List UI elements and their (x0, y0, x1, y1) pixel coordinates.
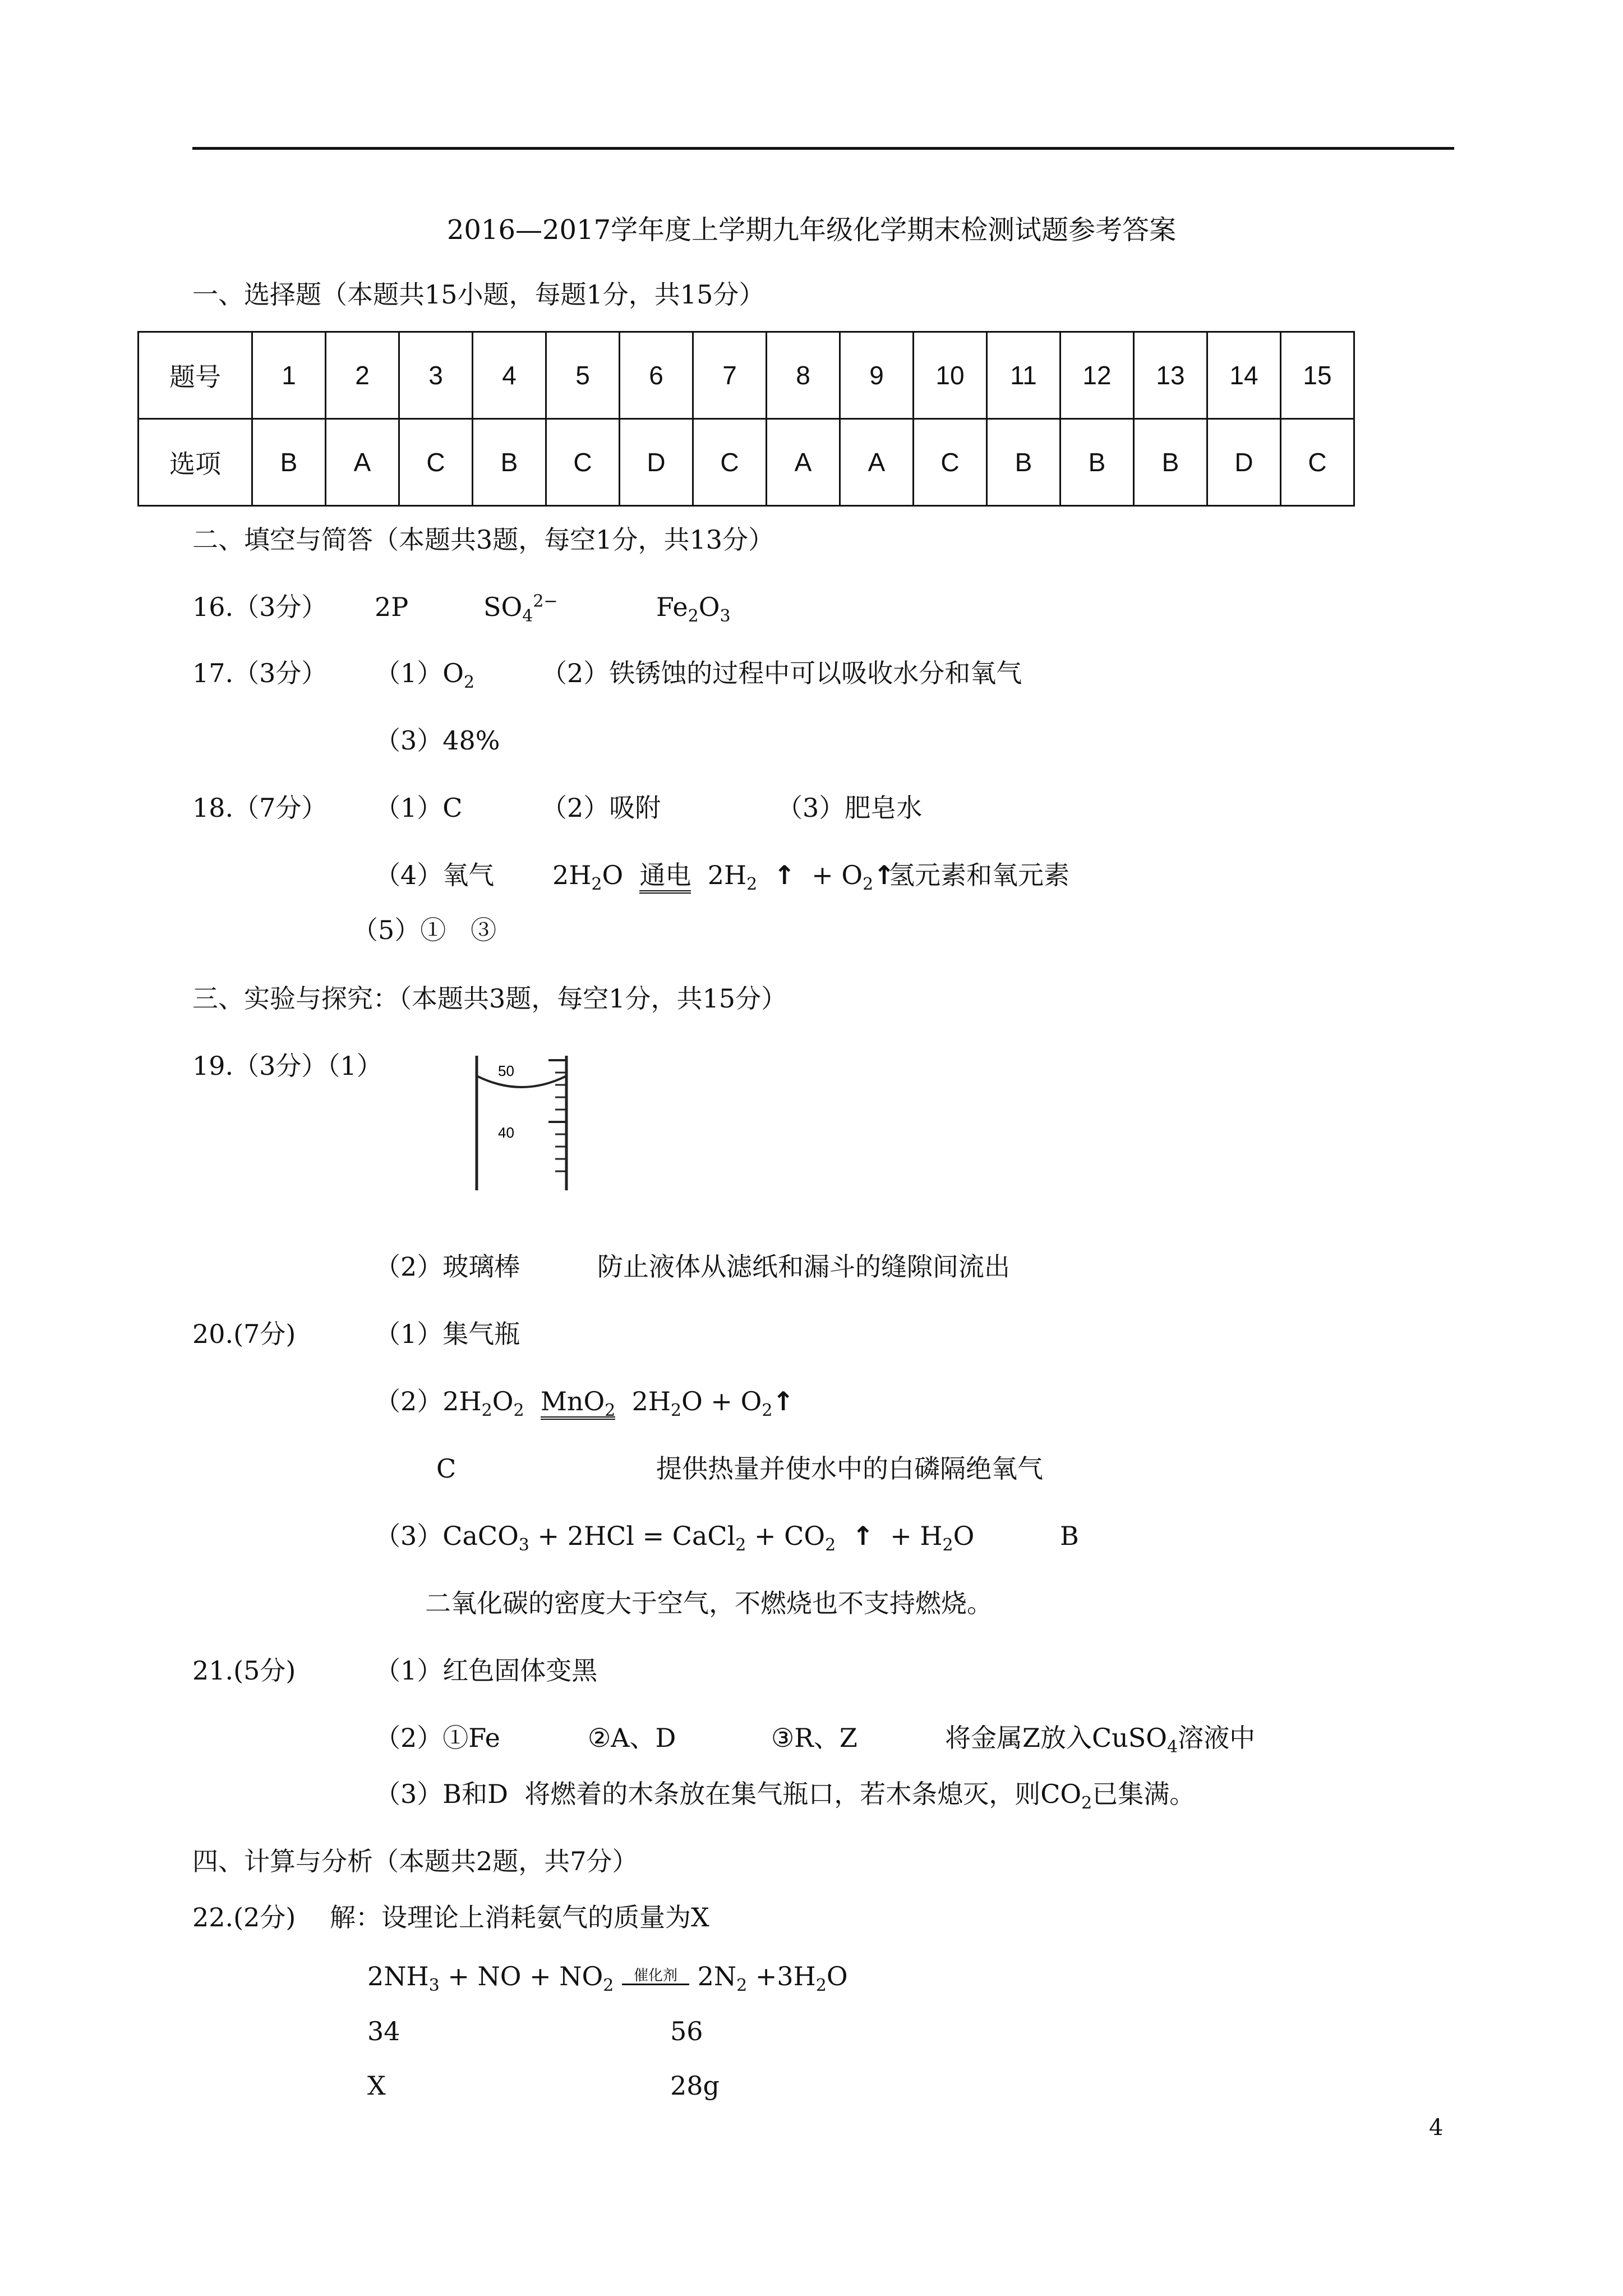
q16-answer-1: 2P (375, 592, 409, 622)
question-number-cell: 8 (767, 332, 840, 419)
catalyst-label: MnO$_2$ (540, 1386, 616, 1421)
q17-number: 17.（3分） (192, 658, 328, 688)
q18-equation: $2H_2O$ 通电 $2H_2$ ↑ + $O_2↑$ (552, 860, 895, 895)
gas-arrow-icon: ↑ (873, 860, 895, 890)
q22-unknown: X (367, 2070, 386, 2101)
answer-choice-cell: D (1207, 419, 1281, 506)
page-number: 4 (1429, 2115, 1444, 2141)
gas-arrow-icon: ↑ (772, 1386, 794, 1416)
question-number-cell: 14 (1207, 332, 1281, 419)
q20-equation-3: （3）CaCO$_3$ + 2HCl = CaCl$_2$ + $CO_2$ ↑ + $H_2O$ (375, 1521, 975, 1556)
question-number-cell: 10 (914, 332, 987, 419)
section-1-heading: 一、选择题（本题共15小题，每题1分，共15分） (192, 279, 765, 310)
cylinder-mark-40: 40 (498, 1124, 514, 1141)
q18-part-3: （3）肥皂水 (777, 793, 923, 823)
q22-given-mass: 28g (670, 2070, 720, 2101)
q20-part-3-answer: B (1060, 1521, 1079, 1551)
page-title: 2016—2017学年度上学期九年级化学期末检测试题参考答案 (446, 214, 1177, 246)
question-number-cell: 13 (1134, 332, 1207, 419)
q22-number: 22.(2分) (192, 1902, 296, 1932)
reaction-condition: 通电 (639, 860, 691, 894)
answer-choice-cell: B (987, 419, 1061, 506)
q21-number: 21.(5分) (192, 1655, 296, 1686)
q22-ratio-right: 56 (670, 2016, 703, 2046)
q21-part-2a: （2）①Fe (375, 1723, 500, 1753)
q17-part-2: （2）铁锈蚀的过程中可以吸收水分和氧气 (541, 658, 1022, 688)
answer-choice-cell: C (1281, 419, 1354, 506)
q17-part-3: （3）48% (375, 725, 500, 756)
q19-part-2-reason: 防止液体从滤纸和漏斗的缝隙间流出 (597, 1251, 1010, 1282)
answer-choice-cell: C (693, 419, 767, 506)
answer-choice-cell: D (620, 419, 693, 506)
section-4-heading: 四、计算与分析（本题共2题，共7分） (192, 1846, 638, 1876)
question-number-cell: 6 (620, 332, 693, 419)
q21-part-2d: 将金属Z放入CuSO$_4$溶液中 (945, 1723, 1256, 1757)
answer-choice-cell: C (399, 419, 473, 506)
q20-answer-c-reason: 提供热量并使水中的白磷隔绝氧气 (656, 1453, 1043, 1484)
question-number-cell: 3 (399, 332, 473, 419)
q22-intro: 解：设理论上消耗氨气的质量为X (330, 1902, 709, 1932)
q16-number: 16.（3分） (192, 592, 328, 622)
q18-part-5: （5）① ③ (352, 915, 497, 945)
answer-choice-cell: C (546, 419, 620, 506)
q21-part-3: （3）B和D 将燃着的木条放在集气瓶口，若木条熄灭，则$CO_2$已集满。 (375, 1779, 1196, 1814)
meniscus-curve (477, 1076, 566, 1087)
answer-choice-cell: B (1134, 419, 1207, 506)
q18-number: 18.（7分） (192, 793, 328, 823)
question-number-cell: 12 (1061, 332, 1134, 419)
answer-choice-cell: A (840, 419, 914, 506)
question-number-cell: 7 (693, 332, 767, 419)
q20-part-3-note: 二氧化碳的密度大于空气，不燃烧也不支持燃烧。 (425, 1588, 993, 1618)
answer-choice-cell: B (473, 419, 546, 506)
q19-number: 19.（3分）（1） (192, 1051, 382, 1081)
q22-ratio-left: 34 (367, 2016, 400, 2046)
q16-answer-3: $Fe_2O_3$ (656, 592, 731, 627)
catalyst-condition: 催化剂 (622, 1976, 689, 1985)
question-number-cell: 2 (326, 332, 399, 419)
q20-answer-c: C (436, 1453, 457, 1484)
q16-answer-2: $SO_4^{2-}$ (483, 591, 558, 627)
q19-part-2: （2）玻璃棒 (375, 1251, 520, 1282)
q18-part-4-tail: 氢元素和氧元素 (889, 860, 1069, 890)
q22-equation: $2NH_3$ + NO + $NO_2$ 催化剂 $2N_2 +3H_2O$ (367, 1961, 848, 1996)
answer-choice-cell: B (252, 419, 326, 506)
answer-choice-cell: A (326, 419, 399, 506)
question-number-cell: 5 (546, 332, 620, 419)
answer-choice-cell: A (767, 419, 840, 506)
q20-number: 20.(7分) (192, 1319, 296, 1349)
answer-choice-cell: C (914, 419, 987, 506)
question-number-cell: 4 (473, 332, 546, 419)
question-number-cell: 1 (252, 332, 326, 419)
q18-part-4: （4）氧气 (375, 860, 495, 890)
q17-part-1: $(1)O_2$ (375, 658, 475, 693)
gas-arrow-icon: ↑ (852, 1521, 874, 1551)
gas-arrow-icon: ↑ (773, 860, 795, 890)
section-3-heading: 三、实验与探究：（本题共3题，每空1分，共15分） (192, 983, 787, 1014)
q20-equation: $(2)2H_2O_2$ MnO$_2$ $2H_2O$ + $O_2↑$ (375, 1386, 794, 1421)
question-number-cell: 9 (840, 332, 914, 419)
q20-part-1: （1）集气瓶 (375, 1319, 520, 1349)
answer-choice-cell: B (1061, 419, 1134, 506)
graduated-cylinder-diagram (465, 1049, 578, 1195)
q21-part-2c: ③R、Z (771, 1723, 857, 1753)
row-label: 选项 (139, 419, 252, 506)
answer-table (137, 331, 1355, 507)
cylinder-mark-50: 50 (498, 1062, 514, 1079)
q18-part-2: （2）吸附 (541, 793, 661, 823)
table-row (139, 332, 1354, 419)
table-row (139, 419, 1354, 506)
row-label: 题号 (139, 332, 252, 419)
top-rule (192, 147, 1454, 150)
section-2-heading: 二、填空与简答（本题共3题，每空1分，共13分） (192, 524, 774, 555)
question-number-cell: 11 (987, 332, 1061, 419)
q18-part-1: （1）C (375, 793, 463, 823)
q21-part-1: （1）红色固体变黑 (375, 1655, 598, 1686)
question-number-cell: 15 (1281, 332, 1354, 419)
q21-part-2b: ②A、D (588, 1723, 676, 1753)
